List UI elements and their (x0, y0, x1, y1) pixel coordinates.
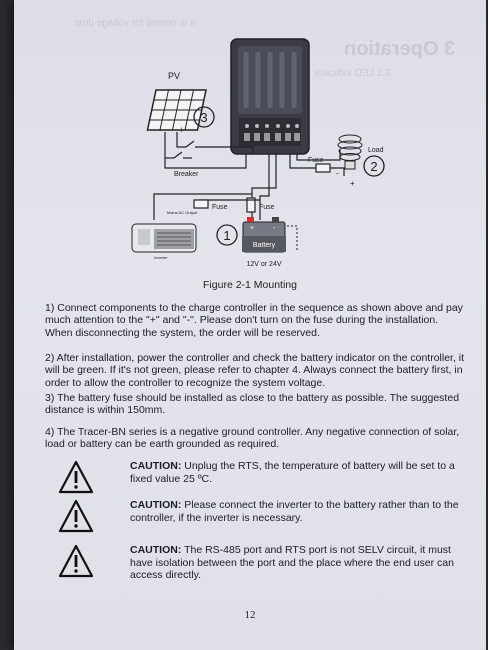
fuse-right-label: Fuse (259, 204, 275, 211)
pv-label: PV (168, 71, 181, 81)
caution-message: Unplug the RTS, the temperature of battery will be set to a fixed value 25 ºC. (130, 460, 455, 485)
pv-minus-sign: - (159, 125, 162, 135)
caution-row-2 (58, 499, 468, 549)
step-2-number: 2 (370, 159, 378, 174)
caution-row-3 (58, 544, 468, 594)
load-plus-sign: + (350, 179, 355, 188)
battery-minus-sign: - (273, 225, 276, 232)
pv-plus-sign: + (179, 125, 185, 135)
load-label: Load (368, 147, 384, 154)
caution-label: CAUTION: (130, 544, 182, 556)
inverter-label: Inverter (154, 255, 168, 260)
bleed-through-line: It is normal for voltage drop (74, 18, 196, 29)
battery-plus-sign: + (250, 225, 255, 232)
paragraph-4: 4) The Tracer-BN series is a negative ground controller. Any negative connection of solar, load or battery can be earth grounded as required. (45, 426, 460, 451)
fuse-load-label: Fuse (308, 157, 324, 164)
voltage-label: 12V or 24V (246, 261, 282, 268)
figure-caption: Figure 2-1 Mounting (203, 279, 297, 291)
caution-label: CAUTION: (130, 499, 182, 511)
light-bulb-icon (338, 135, 362, 169)
step-3-number: 3 (200, 110, 208, 125)
caution-text-2 (130, 499, 470, 524)
load-minus-sign: - (336, 169, 339, 178)
manual-page (14, 0, 486, 650)
paragraph-1: 1) Connect components to the charge controller in the sequence as shown above and pay much attention to the "+" and "-". Please don't turn on the fuse during the installation. When disconnecting the system, the order will be reserved. (45, 302, 463, 339)
warning-triangle-icon (58, 544, 94, 578)
caution-label: CAUTION: (130, 460, 182, 472)
warning-triangle-icon (58, 499, 94, 533)
caution-text-1 (130, 460, 470, 485)
ground-line (287, 226, 297, 252)
step-1-number: 1 (223, 228, 231, 243)
bleed-through-line: 3.1 LED indicator (314, 68, 391, 79)
caution-message: Please connect the inverter to the battery rather than to the controller, if the inverter is necessary. (130, 499, 459, 524)
inverter-output-label: Mains AC Output (167, 210, 198, 215)
caution-message: The RS-485 port and RTS port is not SELV circuit, it must have isolation between the port and the place where the end user can access directly. (130, 544, 454, 582)
page-number: 12 (244, 609, 256, 621)
fuse-left-label: Fuse (212, 204, 228, 211)
paragraph-2: 2) After installation, power the controller and check the battery indicator on the controller, it will be green. If it's not green, please refer to chapter 4. Always connect the battery first, in order to allow the controller to recognize the system voltage. (45, 352, 465, 389)
battery-label: Battery (252, 242, 276, 249)
charge-controller (231, 39, 309, 154)
paragraph-3: 3) The battery fuse should be installed as close to the battery as possible. The suggested distance is within 150mm. (45, 392, 460, 417)
wiring-diagram (14, 0, 486, 295)
bleed-through-heading: 3 Operation (344, 38, 456, 60)
caution-text-3 (130, 544, 470, 582)
inverter-icon (132, 224, 196, 252)
warning-triangle-icon (58, 460, 94, 494)
breaker-label: Breaker (174, 171, 199, 178)
